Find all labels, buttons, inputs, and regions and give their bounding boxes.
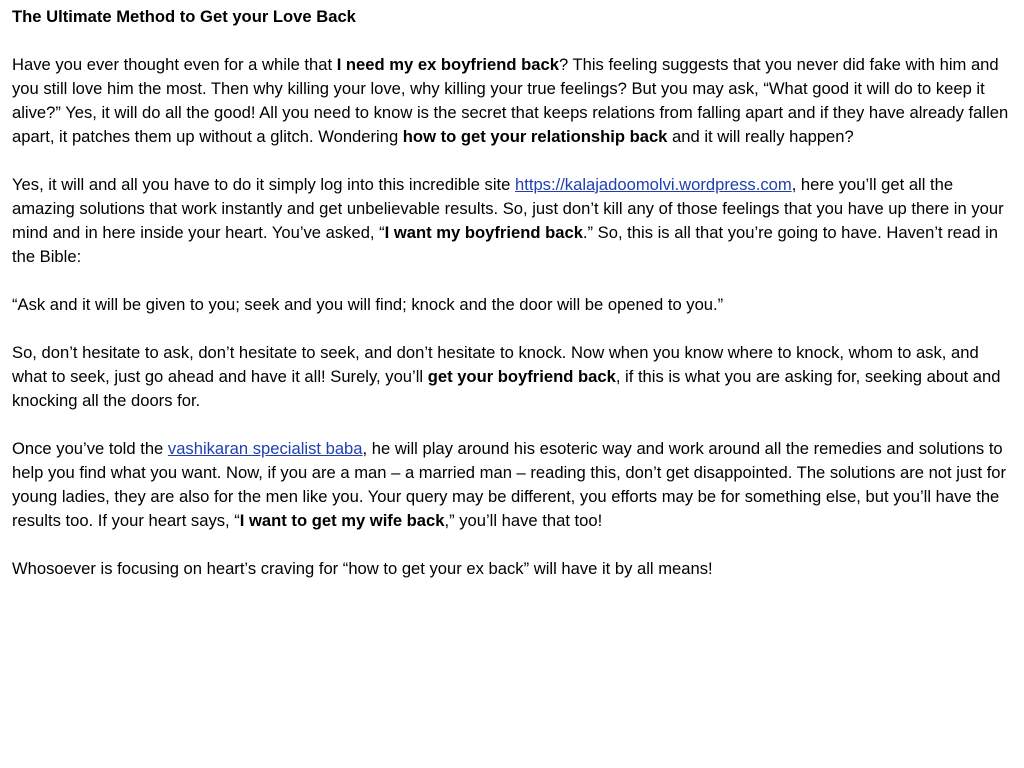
paragraph-2 — [12, 173, 1016, 269]
paragraph-text: .” So, this is all that you’re going to have. Haven’t read in the Bible: — [12, 223, 998, 266]
paragraph-text: , here you’ll get all the amazing solutions that work instantly and get unbelievable results. So, just don’t kill any of those feelings that you have up there in your mind and in here inside your heart. You’ve asked, “ — [12, 175, 1004, 242]
bold-phrase: I want to get my wife back — [239, 511, 445, 530]
bold-phrase: I want my boyfriend back — [384, 223, 583, 242]
paragraph-text: Have you ever thought even for a while that — [12, 55, 337, 74]
paragraph-3-quote — [12, 293, 1016, 317]
bold-phrase: I need my ex boyfriend back — [336, 55, 559, 74]
paragraph-text: Yes, it will and all you have to do it simply log into this incredible site — [12, 175, 515, 194]
paragraph-1 — [12, 53, 1016, 149]
paragraph-text: ? This feeling suggests that you never did fake with him and you still love him the most. Then why killing your love, why killing your true feelings? But you may ask, “What good it will do to keep it alive?” Yes, it will do all the good! All you need to know is the secret that keeps relations from falling apart and if they have already fallen apart, it patches them up without a glitch. Wondering — [12, 55, 1009, 146]
specialist-link[interactable]: vashikaran specialist baba — [167, 439, 363, 458]
paragraph-6 — [12, 557, 1016, 581]
paragraph-text: , he will play around his esoteric way and work around all the remedies and solutions to help you find what you want. Now, if you are a man – a married man – reading this, don’t get disappointed. The solutions are not just for young ladies, they are also for the men like you. Your query may be different, you efforts may be for something else, but you’ll have the results too. If your heart says, “ — [12, 439, 1007, 530]
page-title: The Ultimate Method to Get your Love Back — [12, 7, 356, 26]
paragraph-text: , if this is what you are asking for, seeking about and knocking all the doors for. — [12, 367, 1001, 410]
paragraph-text: So, don’t hesitate to ask, don’t hesitate to seek, and don’t hesitate to knock. Now when you know where to knock, whom to ask, and what to seek, just go ahead and have it all! Surely, you’ll — [12, 343, 979, 386]
site-link[interactable]: https://kalajadoomolvi.wordpress.com — [515, 175, 792, 194]
paragraph-text: Whosoever is focusing on heart’s craving for “how to get your ex back” will have it by all means! — [12, 559, 713, 578]
bold-phrase: get your boyfriend back — [427, 367, 616, 386]
paragraph-text: and it will really happen? — [667, 127, 854, 146]
paragraph-4 — [12, 341, 1016, 413]
bold-phrase: how to get your relationship back — [402, 127, 668, 146]
paragraph-5 — [12, 437, 1016, 533]
quote-text: “Ask and it will be given to you; seek and you will find; knock and the door will be opened to you.” — [12, 295, 724, 314]
paragraph-text: ,” you’ll have that too! — [444, 511, 603, 530]
document-page — [12, 5, 1016, 605]
paragraph-text: Once you’ve told the — [12, 439, 168, 458]
